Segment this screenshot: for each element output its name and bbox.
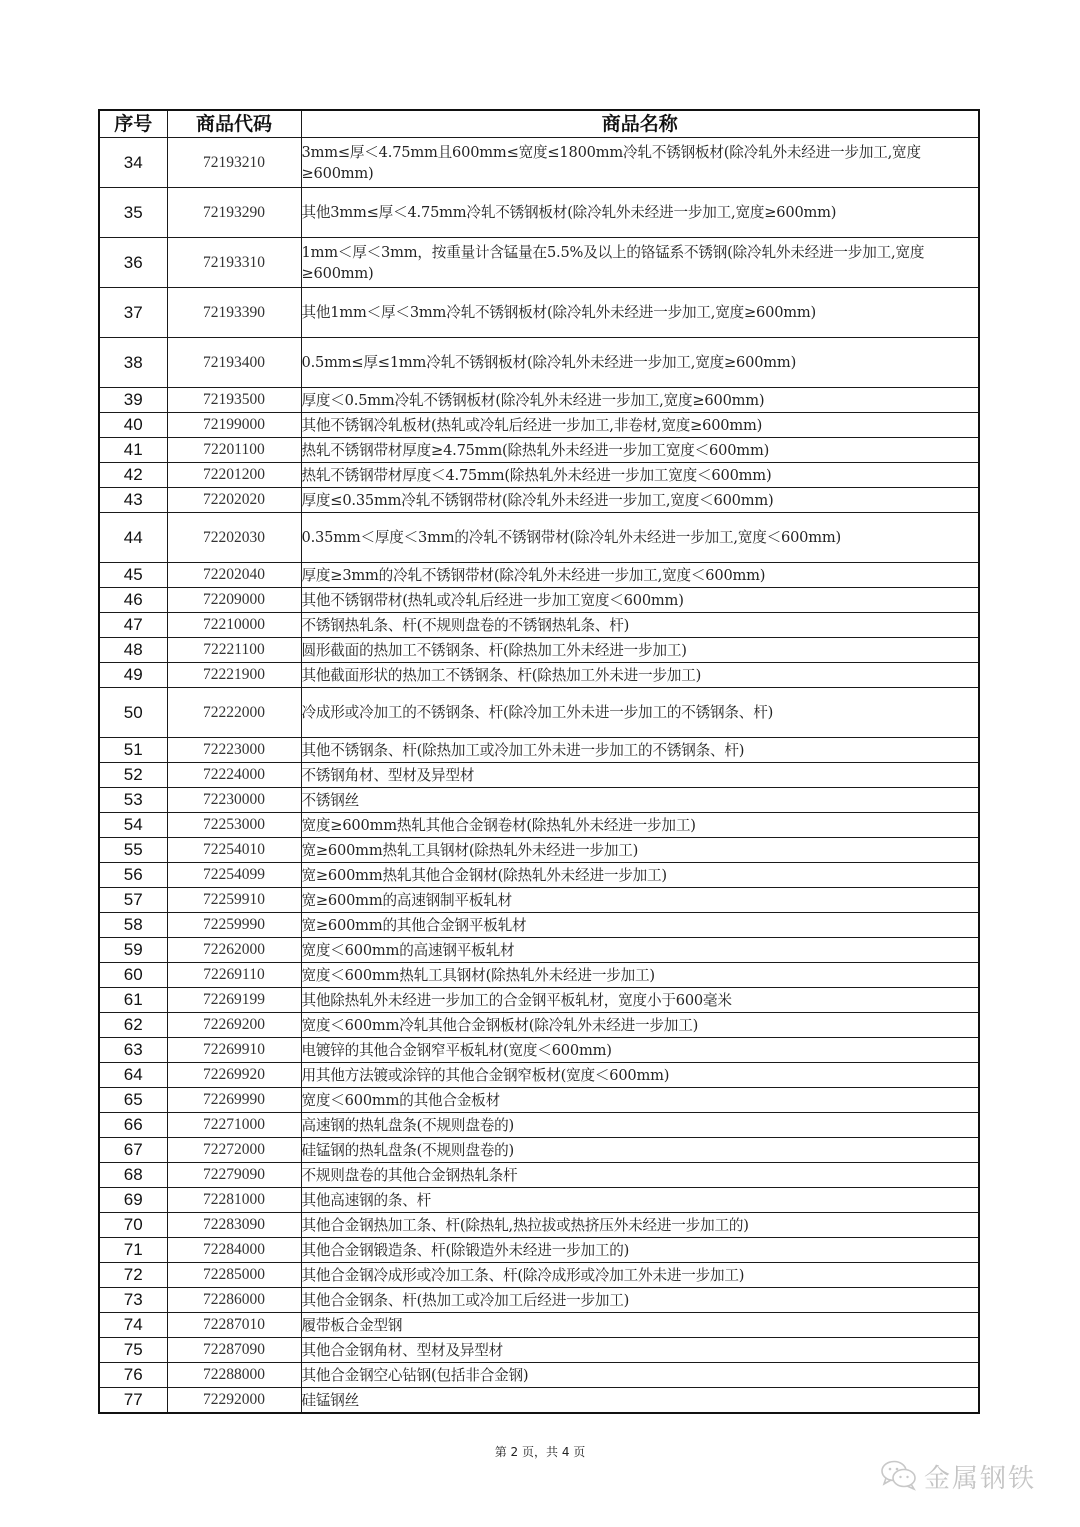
commodity-name: 宽≥600mm的其他合金钢平板轧材 bbox=[301, 913, 979, 938]
row-index: 42 bbox=[99, 463, 167, 488]
row-index: 69 bbox=[99, 1188, 167, 1213]
commodity-name: 0.5mm≤厚≤1mm冷轧不锈钢板材(除冷轧外未经进一步加工,宽度≥600mm) bbox=[301, 338, 979, 388]
table-row bbox=[99, 288, 979, 338]
commodity-code: 72269199 bbox=[167, 988, 301, 1013]
row-index: 60 bbox=[99, 963, 167, 988]
commodity-name: 其他不锈钢条、杆(除热加工或冷加工外未进一步加工的不锈钢条、杆) bbox=[301, 738, 979, 763]
row-index: 54 bbox=[99, 813, 167, 838]
table-row bbox=[99, 663, 979, 688]
row-index: 35 bbox=[99, 188, 167, 238]
commodity-name: 宽度＜600mm的高速钢平板轧材 bbox=[301, 938, 979, 963]
table-row bbox=[99, 1038, 979, 1063]
commodity-code: 72286000 bbox=[167, 1288, 301, 1313]
commodity-name: 履带板合金型钢 bbox=[301, 1313, 979, 1338]
commodity-name: 1mm＜厚＜3mm，按重量计含锰量在5.5%及以上的铬锰系不锈钢(除冷轧外未经进一步加工,宽度≥600mm) bbox=[301, 238, 979, 288]
commodity-code: 72262000 bbox=[167, 938, 301, 963]
commodity-code: 72202030 bbox=[167, 513, 301, 563]
row-index: 61 bbox=[99, 988, 167, 1013]
table-row bbox=[99, 1263, 979, 1288]
header-code: 商品代码 bbox=[167, 110, 301, 138]
commodity-name: 其他不锈钢冷轧板材(热轧或冷轧后经进一步加工,非卷材,宽度≥600mm) bbox=[301, 413, 979, 438]
commodity-code: 72287090 bbox=[167, 1338, 301, 1363]
commodity-name: 硅锰钢的热轧盘条(不规则盘卷的) bbox=[301, 1138, 979, 1163]
commodity-name: 宽度＜600mm冷轧其他合金钢板材(除冷轧外未经进一步加工) bbox=[301, 1013, 979, 1038]
row-index: 39 bbox=[99, 388, 167, 413]
table-row bbox=[99, 963, 979, 988]
table-row bbox=[99, 238, 979, 288]
commodity-name: 其他高速钢的条、杆 bbox=[301, 1188, 979, 1213]
commodity-code: 72199000 bbox=[167, 413, 301, 438]
commodity-name: 电镀锌的其他合金钢窄平板轧材(宽度＜600mm) bbox=[301, 1038, 979, 1063]
commodity-name: 不规则盘卷的其他合金钢热轧条杆 bbox=[301, 1163, 979, 1188]
commodity-code: 72288000 bbox=[167, 1363, 301, 1388]
commodity-code: 72193390 bbox=[167, 288, 301, 338]
commodity-code: 72230000 bbox=[167, 788, 301, 813]
commodity-code: 72222000 bbox=[167, 688, 301, 738]
row-index: 71 bbox=[99, 1238, 167, 1263]
commodity-code: 72223000 bbox=[167, 738, 301, 763]
commodity-code: 72202020 bbox=[167, 488, 301, 513]
commodity-code: 72284000 bbox=[167, 1238, 301, 1263]
table-row bbox=[99, 488, 979, 513]
commodity-name: 厚度≥3mm的冷轧不锈钢带材(除冷轧外未经进一步加工,宽度＜600mm) bbox=[301, 563, 979, 588]
row-index: 55 bbox=[99, 838, 167, 863]
commodity-name: 3mm≤厚＜4.75mm且600mm≤宽度≤1800mm冷轧不锈钢板材(除冷轧外未经进一步加工,宽度≥600mm) bbox=[301, 138, 979, 188]
row-index: 43 bbox=[99, 488, 167, 513]
table-row bbox=[99, 1213, 979, 1238]
table-row bbox=[99, 438, 979, 463]
row-index: 70 bbox=[99, 1213, 167, 1238]
table-body bbox=[99, 138, 979, 1414]
commodity-name: 其他截面形状的热加工不锈钢条、杆(除热加工外未进一步加工) bbox=[301, 663, 979, 688]
commodity-name: 不锈钢角材、型材及异型材 bbox=[301, 763, 979, 788]
commodity-code: 72271000 bbox=[167, 1113, 301, 1138]
commodity-name: 宽≥600mm的高速钢制平板轧材 bbox=[301, 888, 979, 913]
commodity-name: 其他合金钢空心钻钢(包括非合金钢) bbox=[301, 1363, 979, 1388]
table-row bbox=[99, 563, 979, 588]
commodity-code: 72224000 bbox=[167, 763, 301, 788]
table-row bbox=[99, 888, 979, 913]
table-row bbox=[99, 688, 979, 738]
table-row bbox=[99, 938, 979, 963]
commodity-name: 其他合金钢条、杆(热加工或冷加工后经进一步加工) bbox=[301, 1288, 979, 1313]
table-row bbox=[99, 413, 979, 438]
row-index: 49 bbox=[99, 663, 167, 688]
row-index: 68 bbox=[99, 1163, 167, 1188]
commodity-name: 其他合金钢角材、型材及异型材 bbox=[301, 1338, 979, 1363]
row-index: 50 bbox=[99, 688, 167, 738]
row-index: 41 bbox=[99, 438, 167, 463]
table-row bbox=[99, 788, 979, 813]
row-index: 65 bbox=[99, 1088, 167, 1113]
table-row bbox=[99, 1138, 979, 1163]
header-name: 商品名称 bbox=[301, 110, 979, 138]
commodity-code: 72285000 bbox=[167, 1263, 301, 1288]
table-row bbox=[99, 763, 979, 788]
row-index: 46 bbox=[99, 588, 167, 613]
table-row bbox=[99, 1388, 979, 1414]
table-row bbox=[99, 638, 979, 663]
table-row bbox=[99, 1238, 979, 1263]
header-index: 序号 bbox=[99, 110, 167, 138]
table-row bbox=[99, 1013, 979, 1038]
table-row bbox=[99, 1188, 979, 1213]
table-row bbox=[99, 588, 979, 613]
commodity-name: 其他不锈钢带材(热轧或冷轧后经进一步加工宽度＜600mm) bbox=[301, 588, 979, 613]
commodity-table bbox=[98, 109, 980, 1414]
commodity-code: 72201200 bbox=[167, 463, 301, 488]
page-number: 第 2 页，共 4 页 bbox=[494, 1445, 586, 1459]
table-row bbox=[99, 738, 979, 763]
commodity-code: 72193210 bbox=[167, 138, 301, 188]
commodity-name: 其他合金钢热加工条、杆(除热轧,热拉拔或热挤压外未经进一步加工的) bbox=[301, 1213, 979, 1238]
commodity-name: 宽度≥600mm热轧其他合金钢卷材(除热轧外未经进一步加工) bbox=[301, 813, 979, 838]
commodity-name: 厚度＜0.5mm冷轧不锈钢板材(除冷轧外未经进一步加工,宽度≥600mm) bbox=[301, 388, 979, 413]
commodity-code: 72254010 bbox=[167, 838, 301, 863]
row-index: 51 bbox=[99, 738, 167, 763]
commodity-code: 72193400 bbox=[167, 338, 301, 388]
row-index: 59 bbox=[99, 938, 167, 963]
commodity-code: 72287010 bbox=[167, 1313, 301, 1338]
row-index: 67 bbox=[99, 1138, 167, 1163]
commodity-name: 宽≥600mm热轧其他合金钢材(除热轧外未经进一步加工) bbox=[301, 863, 979, 888]
commodity-code: 72269920 bbox=[167, 1063, 301, 1088]
watermark bbox=[880, 1458, 1036, 1495]
table-row bbox=[99, 138, 979, 188]
row-index: 75 bbox=[99, 1338, 167, 1363]
row-index: 64 bbox=[99, 1063, 167, 1088]
commodity-code: 72269910 bbox=[167, 1038, 301, 1063]
table-row bbox=[99, 1088, 979, 1113]
commodity-name: 宽≥600mm热轧工具钢材(除热轧外未经进一步加工) bbox=[301, 838, 979, 863]
table-row bbox=[99, 1063, 979, 1088]
row-index: 62 bbox=[99, 1013, 167, 1038]
commodity-name: 冷成形或冷加工的不锈钢条、杆(除冷加工外未进一步加工的不锈钢条、杆) bbox=[301, 688, 979, 738]
table-row bbox=[99, 863, 979, 888]
row-index: 52 bbox=[99, 763, 167, 788]
table-row bbox=[99, 388, 979, 413]
row-index: 74 bbox=[99, 1313, 167, 1338]
row-index: 45 bbox=[99, 563, 167, 588]
row-index: 63 bbox=[99, 1038, 167, 1063]
row-index: 76 bbox=[99, 1363, 167, 1388]
commodity-code: 72202040 bbox=[167, 563, 301, 588]
commodity-name: 其他1mm＜厚＜3mm冷轧不锈钢板材(除冷轧外未经进一步加工,宽度≥600mm) bbox=[301, 288, 979, 338]
commodity-name: 高速钢的热轧盘条(不规则盘卷的) bbox=[301, 1113, 979, 1138]
table-row bbox=[99, 1113, 979, 1138]
commodity-name: 不锈钢热轧条、杆(不规则盘卷的不锈钢热轧条、杆) bbox=[301, 613, 979, 638]
commodity-code: 72209000 bbox=[167, 588, 301, 613]
table-row bbox=[99, 1313, 979, 1338]
row-index: 38 bbox=[99, 338, 167, 388]
commodity-code: 72254099 bbox=[167, 863, 301, 888]
commodity-name: 热轧不锈钢带材厚度＜4.75mm(除热轧外未经进一步加工宽度＜600mm) bbox=[301, 463, 979, 488]
commodity-name: 其他3mm≤厚＜4.75mm冷轧不锈钢板材(除冷轧外未经进一步加工,宽度≥600mm) bbox=[301, 188, 979, 238]
commodity-code: 72279090 bbox=[167, 1163, 301, 1188]
commodity-code: 72193290 bbox=[167, 188, 301, 238]
table-row bbox=[99, 813, 979, 838]
commodity-name: 其他合金钢锻造条、杆(除锻造外未经进一步加工的) bbox=[301, 1238, 979, 1263]
row-index: 66 bbox=[99, 1113, 167, 1138]
table-row bbox=[99, 838, 979, 863]
wechat-icon bbox=[880, 1459, 918, 1495]
commodity-code: 72210000 bbox=[167, 613, 301, 638]
commodity-name: 其他除热轧外未经进一步加工的合金钢平板轧材，宽度小于600毫米 bbox=[301, 988, 979, 1013]
row-index: 77 bbox=[99, 1388, 167, 1414]
table-row bbox=[99, 1363, 979, 1388]
commodity-name: 用其他方法镀或涂锌的其他合金钢窄板材(宽度＜600mm) bbox=[301, 1063, 979, 1088]
table-header bbox=[99, 110, 979, 138]
row-index: 73 bbox=[99, 1288, 167, 1313]
row-index: 37 bbox=[99, 288, 167, 338]
commodity-name: 其他合金钢冷成形或冷加工条、杆(除冷成形或冷加工外未进一步加工) bbox=[301, 1263, 979, 1288]
commodity-code: 72201100 bbox=[167, 438, 301, 463]
commodity-code: 72269110 bbox=[167, 963, 301, 988]
commodity-name: 0.35mm＜厚度＜3mm的冷轧不锈钢带材(除冷轧外未经进一步加工,宽度＜600mm) bbox=[301, 513, 979, 563]
commodity-name: 硅锰钢丝 bbox=[301, 1388, 979, 1414]
commodity-code: 72259990 bbox=[167, 913, 301, 938]
table-row bbox=[99, 338, 979, 388]
row-index: 56 bbox=[99, 863, 167, 888]
commodity-code: 72281000 bbox=[167, 1188, 301, 1213]
commodity-name: 宽度＜600mm的其他合金板材 bbox=[301, 1088, 979, 1113]
commodity-code: 72283090 bbox=[167, 1213, 301, 1238]
table-row bbox=[99, 463, 979, 488]
commodity-name: 圆形截面的热加工不锈钢条、杆(除热加工外未经进一步加工) bbox=[301, 638, 979, 663]
commodity-code: 72193500 bbox=[167, 388, 301, 413]
table-row bbox=[99, 613, 979, 638]
commodity-name: 热轧不锈钢带材厚度≥4.75mm(除热轧外未经进一步加工宽度＜600mm) bbox=[301, 438, 979, 463]
row-index: 44 bbox=[99, 513, 167, 563]
commodity-code: 72253000 bbox=[167, 813, 301, 838]
row-index: 53 bbox=[99, 788, 167, 813]
commodity-name: 宽度＜600mm热轧工具钢材(除热轧外未经进一步加工) bbox=[301, 963, 979, 988]
commodity-code: 72193310 bbox=[167, 238, 301, 288]
watermark-text: 金属钢铁 bbox=[924, 1464, 1037, 1494]
row-index: 47 bbox=[99, 613, 167, 638]
commodity-code: 72259910 bbox=[167, 888, 301, 913]
table-row bbox=[99, 1338, 979, 1363]
row-index: 48 bbox=[99, 638, 167, 663]
table-row bbox=[99, 1288, 979, 1313]
commodity-code: 72221100 bbox=[167, 638, 301, 663]
commodity-code: 72269200 bbox=[167, 1013, 301, 1038]
row-index: 36 bbox=[99, 238, 167, 288]
commodity-code: 72221900 bbox=[167, 663, 301, 688]
table-row bbox=[99, 913, 979, 938]
row-index: 34 bbox=[99, 138, 167, 188]
commodity-code: 72269990 bbox=[167, 1088, 301, 1113]
commodity-name: 不锈钢丝 bbox=[301, 788, 979, 813]
table-row bbox=[99, 188, 979, 238]
row-index: 40 bbox=[99, 413, 167, 438]
table-row bbox=[99, 1163, 979, 1188]
commodity-code: 72272000 bbox=[167, 1138, 301, 1163]
table-row bbox=[99, 988, 979, 1013]
commodity-code: 72292000 bbox=[167, 1388, 301, 1414]
row-index: 58 bbox=[99, 913, 167, 938]
commodity-name: 厚度≤0.35mm冷轧不锈钢带材(除冷轧外未经进一步加工,宽度＜600mm) bbox=[301, 488, 979, 513]
row-index: 57 bbox=[99, 888, 167, 913]
table-row bbox=[99, 513, 979, 563]
row-index: 72 bbox=[99, 1263, 167, 1288]
